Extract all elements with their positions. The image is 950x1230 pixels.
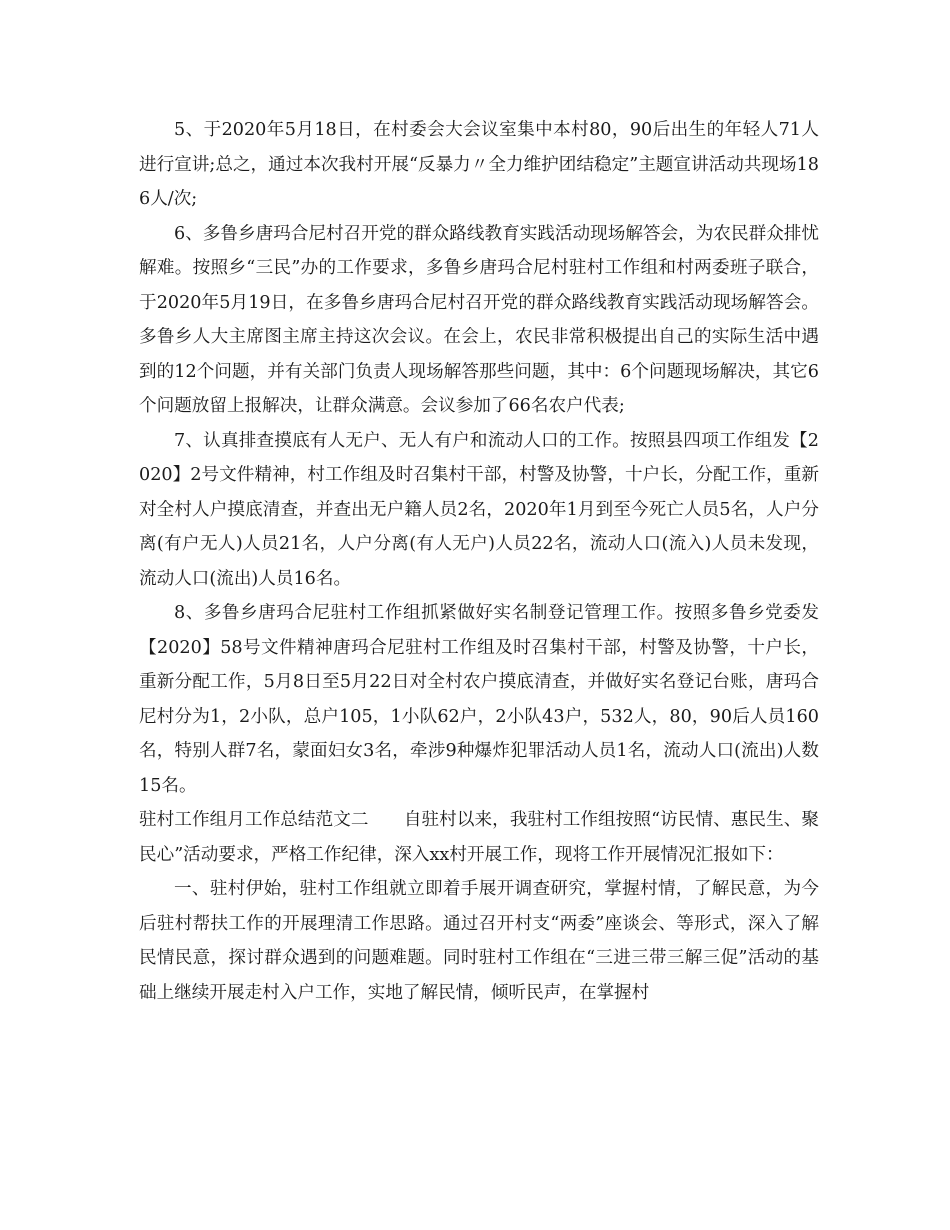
paragraph-item-5: 5、于2020年5月18日，在村委会大会议室集中本村80，90后出生的年轻人71人进行宣讲;总之，通过本次我村开展“反暴力〃全力维护团结稳定”主题宣讲活动共现场186人/次; xyxy=(139,120,819,209)
paragraph-section-one: 一、驻村伊始，驻村工作组就立即着手展开调查研究，掌握村情，了解民意，为今后驻村帮扶工作的开展理清工作思路。通过召开村支“两委”座谈会、等形式，深入了解民情民意，探讨群众遇到的问题难题。同时驻村工作组在“三进三带三解三促”活动的基础上继续开展走村入户工作，实地了解民情，倾听民声，在掌握村 xyxy=(139,879,819,1003)
section-heading-paragraph: 驻村工作组月工作总结范文二 自驻村以来，我驻村工作组按照“访民情、惠民生、聚民心”活动要求，严格工作纪律，深入xx村开展工作，现将工作开展情况汇报如下： xyxy=(139,810,819,865)
paragraph-item-7: 7、认真排查摸底有人无户、无人有户和流动人口的工作。按照县四项工作组发【2020】2号文件精神，村工作组及时召集村干部，村警及协警，十户长，分配工作，重新对全村人户摸底清查，并查出无户籍人员2名，2020年1月到至今死亡人员5名，人户分离(有户无人)人员21名，人户分离(有人无户)人员22名，流动人口(流入)人员未发现，流动人口(流出)人员16名。 xyxy=(139,430,819,589)
document-body xyxy=(139,113,819,1010)
paragraph-item-8: 8、多鲁乡唐玛合尼驻村工作组抓紧做好实名制登记管理工作。按照多鲁乡党委发【2020】58号文件精神唐玛合尼驻村工作组及时召集村干部，村警及协警，十户长，重新分配工作，5月8日至5月22日对全村农户摸底清查，并做好实名登记台账，唐玛合尼村分为1，2小队，总户105，1小队62户，2小队43户，532人，80，90后人员160名，特别人群7名，蒙面妇女3名，牵涉9种爆炸犯罪活动人员1名，流动人口(流出)人数15名。 xyxy=(139,603,819,796)
paragraph-item-6: 6、多鲁乡唐玛合尼村召开党的群众路线教育实践活动现场解答会，为农民群众排忧解难。按照乡“三民”办的工作要求，多鲁乡唐玛合尼村驻村工作组和村两委班子联合，于2020年5月19日，在多鲁乡唐玛合尼村召开党的群众路线教育实践活动现场解答会。多鲁乡人大主席图主席主持这次会议。在会上，农民非常积极提出自己的实际生活中遇到的12个问题，并有关部门负责人现场解答那些问题，其中：6个问题现场解决，其它6个问题放留上报解决，让群众满意。会议参加了66名农户代表; xyxy=(139,223,819,416)
